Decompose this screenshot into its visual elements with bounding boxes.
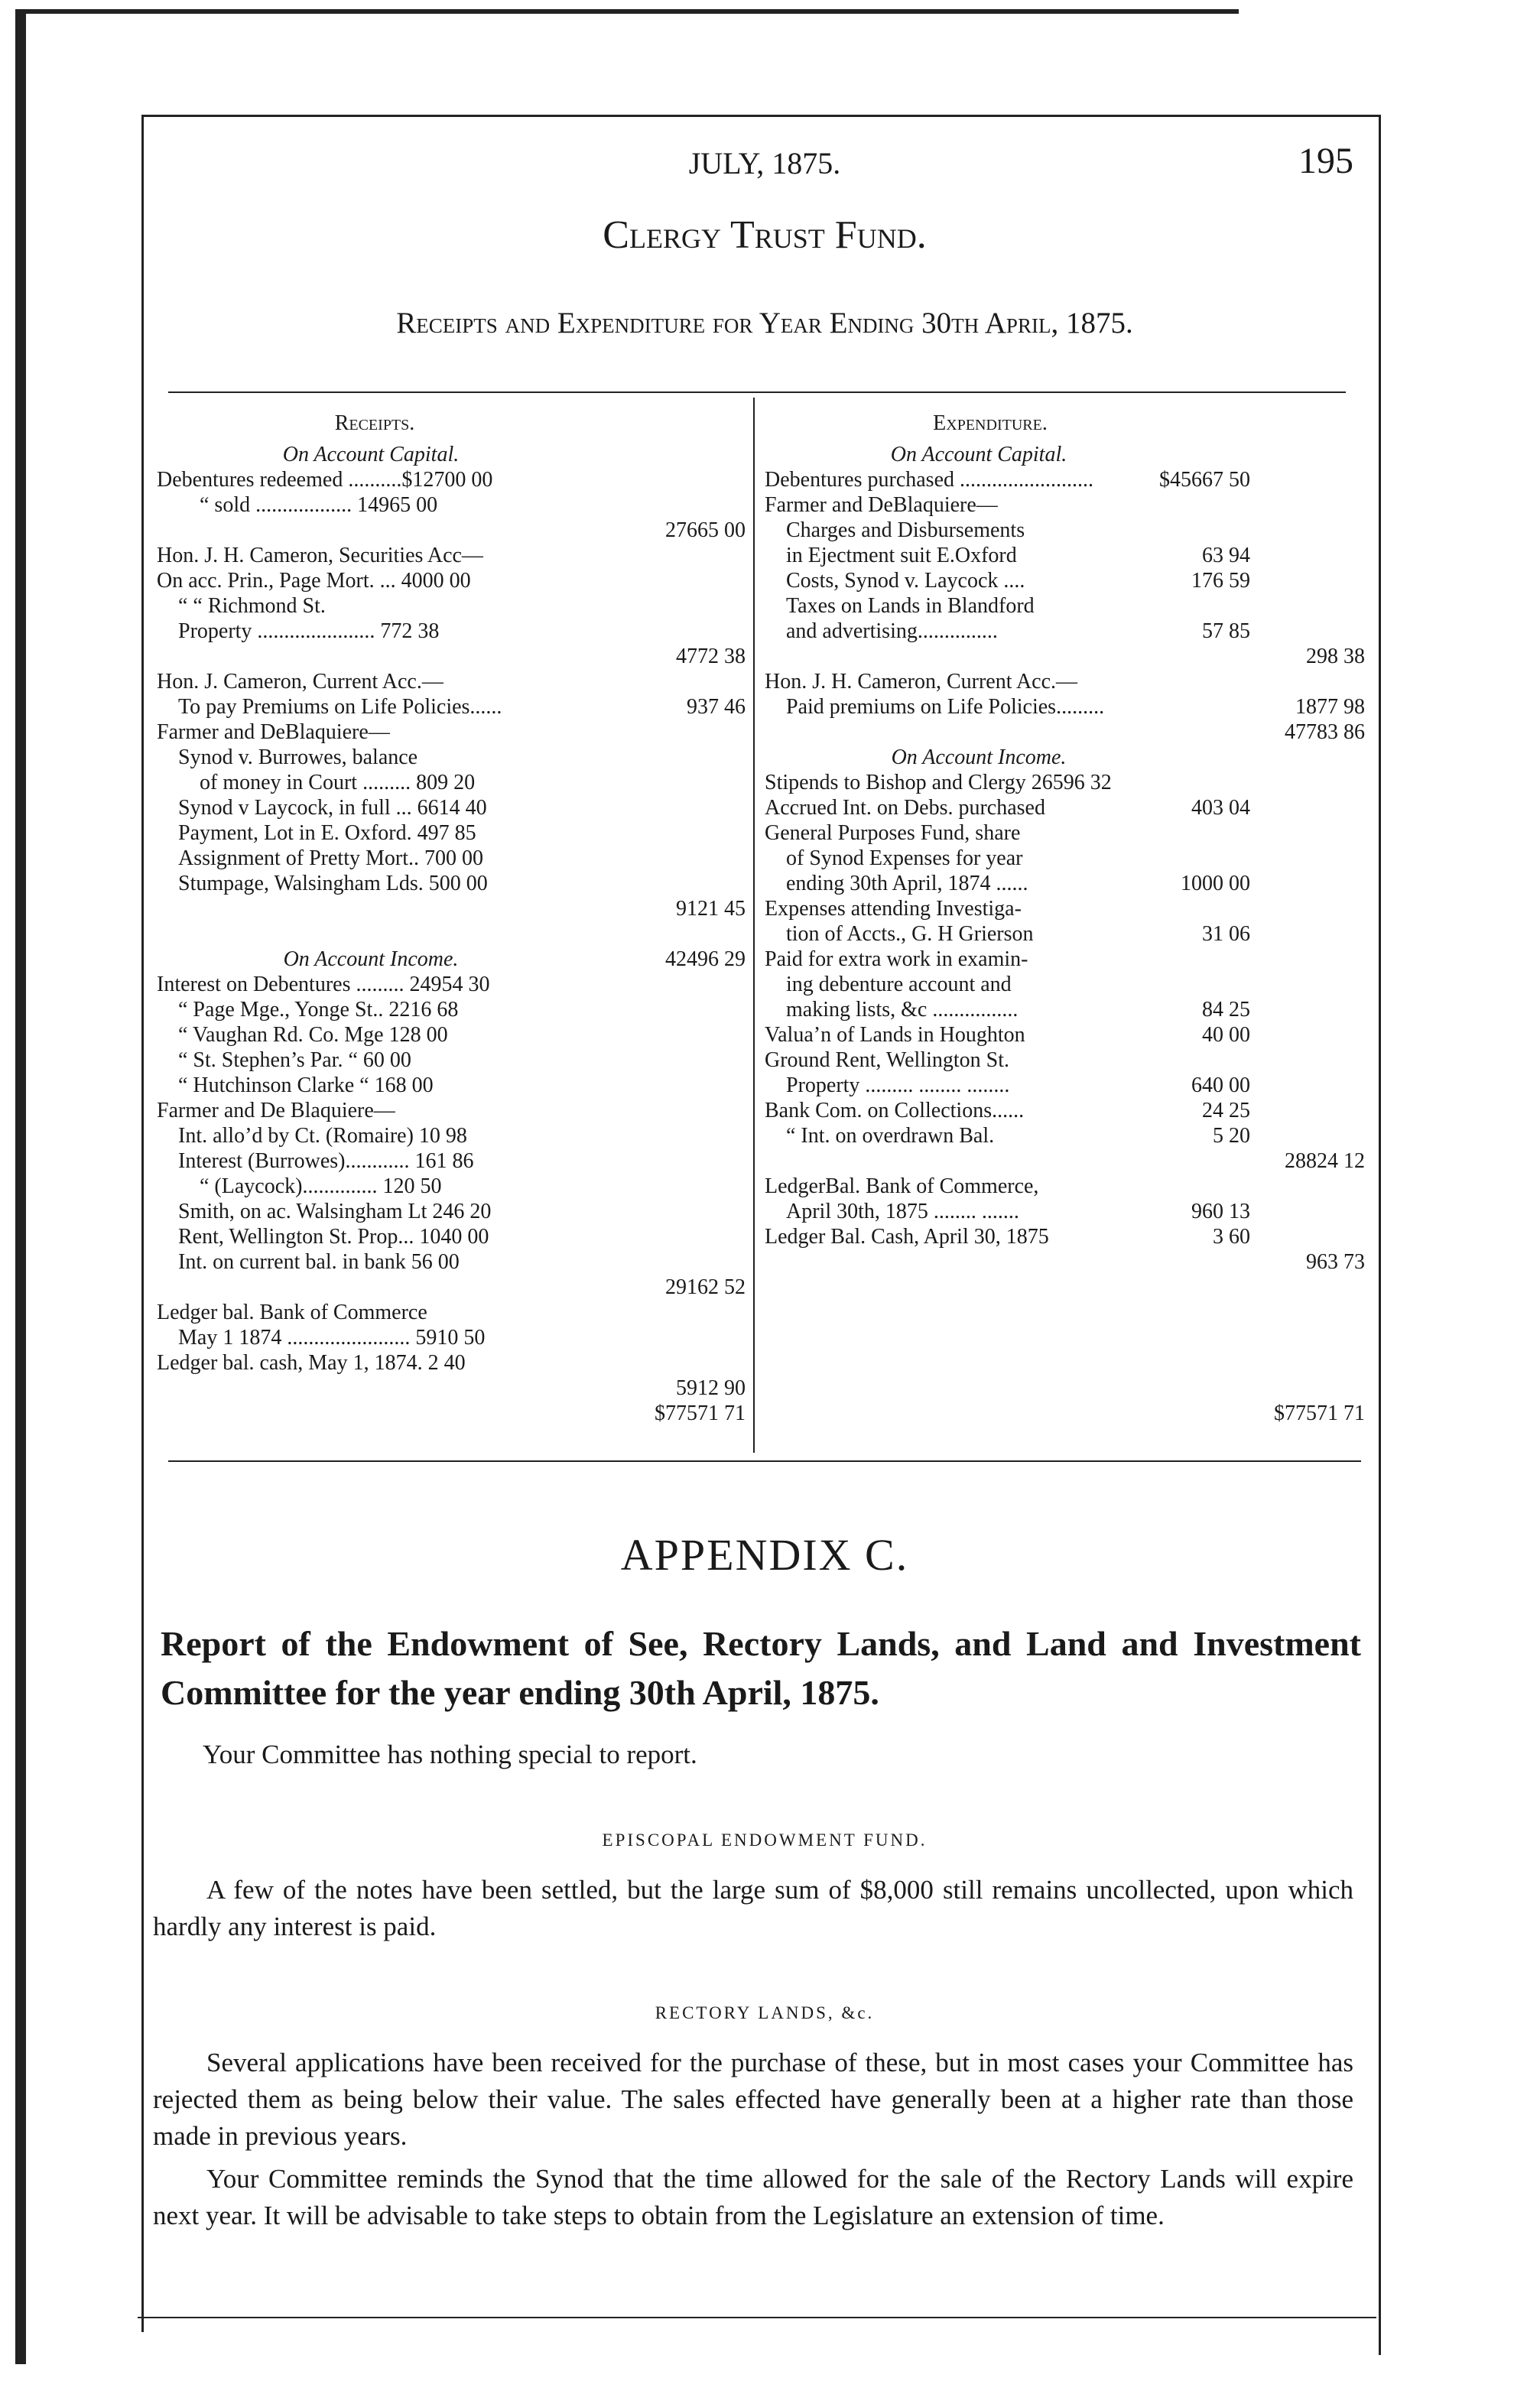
amount: 63 94 [1202, 544, 1250, 567]
ledger-item: Hon. J. Cameron, Current Acc.— [157, 670, 443, 694]
ledger-row [765, 543, 1365, 568]
amount: 31 06 [1202, 922, 1250, 946]
ledger-item: Farmer and DeBlaquiere— [157, 720, 390, 744]
ledger-row [765, 1249, 1365, 1275]
ledger-item: May 1 1874 ....................... 5910 50 [178, 1326, 486, 1350]
ledger-row [157, 518, 746, 543]
ledger-row [765, 745, 1365, 770]
ledger-row [157, 442, 746, 467]
report-intro: Your Committee has nothing special to report. [203, 1739, 697, 1769]
ledger-item: Expenses attending Investiga- [765, 897, 1022, 921]
ledger-item: “ St. Stephen’s Par. “ 60 00 [178, 1048, 411, 1072]
ledger-item: Assignment of Pretty Mort.. 700 00 [178, 846, 483, 870]
ledger-row [765, 442, 1365, 467]
ledger-row [765, 1022, 1365, 1048]
ledger-row [765, 719, 1365, 745]
amount: 84 25 [1202, 998, 1250, 1022]
amount: 24 25 [1202, 1099, 1250, 1122]
amount: $45667 50 [1159, 468, 1250, 492]
ledger-row [157, 1174, 746, 1199]
ledger-item: April 30th, 1875 ........ ....... [786, 1200, 1019, 1223]
ledger-row [157, 972, 746, 997]
ledger-item: Accrued Int. on Debs. purchased [765, 796, 1045, 820]
ledger-item: Int. allo’d by Ct. (Romaire) 10 98 [178, 1124, 467, 1148]
ledger-row [157, 997, 746, 1022]
ledger-item: Interest on Debentures ......... 24954 30 [157, 973, 490, 996]
ledger-row [157, 492, 746, 518]
amount: 176 59 [1191, 569, 1250, 593]
ledger-item: “ “ Richmond St. [178, 594, 326, 618]
ledger-subheading: On Account Capital. [282, 443, 460, 466]
ledger-row [157, 1148, 746, 1174]
ledger-row [765, 1325, 1365, 1350]
ledger-row [765, 947, 1365, 972]
ledger-row [765, 1148, 1365, 1174]
ledger-row [765, 820, 1365, 846]
ledger-row [157, 1048, 746, 1073]
receipts-heading: Receipts. [334, 411, 415, 435]
ledger-top-rule [168, 391, 1346, 393]
ledger-item: Ground Rent, Wellington St. [765, 1048, 1010, 1072]
ledger-row [157, 1401, 746, 1426]
ledger-item: Smith, on ac. Walsingham Lt 246 20 [178, 1200, 492, 1223]
ledger-subheading: On Account Income. [891, 745, 1067, 769]
ledger-subtitle: Receipts and Expenditure for Year Ending 30th April, 1875. [396, 307, 1133, 339]
amount: 5 20 [1213, 1124, 1250, 1148]
ledger-item: ending 30th April, 1874 ...... [786, 872, 1028, 895]
amount: 4772 38 [676, 645, 746, 668]
ledger-item: Hon. J. H. Cameron, Securities Acc— [157, 544, 483, 567]
ledger-item: Taxes on Lands in Blandford [786, 594, 1035, 618]
amount: 40 00 [1202, 1023, 1250, 1047]
ledger-item: Costs, Synod v. Laycock .... [786, 569, 1025, 593]
ledger-row [765, 1174, 1365, 1199]
ledger-row [765, 1123, 1365, 1148]
ledger-row [765, 1350, 1365, 1376]
ledger-row [157, 1376, 746, 1401]
ledger-item: of Synod Expenses for year [786, 846, 1023, 870]
ledger-item: Bank Com. on Collections...... [765, 1099, 1025, 1122]
section-rectory-text [153, 2045, 1353, 2234]
ledger-row [157, 896, 746, 921]
ledger-row [157, 846, 746, 871]
ledger-row [157, 1224, 746, 1249]
ledger-item: “ sold .................. 14965 00 [200, 493, 438, 517]
ledger-item: Charges and Disbursements [786, 518, 1025, 542]
ledger-item: Stumpage, Walsingham Lds. 500 00 [178, 872, 488, 895]
ledger-row [157, 619, 746, 644]
page-frame-right [1379, 115, 1381, 2355]
ledger-subheading: On Account Income. [283, 947, 459, 971]
ledger-item: Hon. J. H. Cameron, Current Acc.— [765, 670, 1078, 694]
ledger-item: Farmer and De Blaquiere— [157, 1099, 395, 1122]
ledger-item: Ledger bal. Bank of Commerce [157, 1301, 427, 1324]
ledger-item: Debentures redeemed ..........$12700 00 [157, 468, 493, 492]
ledger-row [157, 694, 746, 719]
ledger-item: making lists, &c ................ [786, 998, 1019, 1022]
top-scan-edge [15, 9, 1239, 14]
ledger-row [765, 896, 1365, 921]
page-frame-left [141, 115, 144, 2332]
amount-total: 28824 12 [1285, 1149, 1365, 1173]
ledger-row [765, 871, 1365, 896]
amount: 1000 00 [1181, 872, 1250, 895]
ledger-row [157, 543, 746, 568]
amount-total: 1877 98 [1295, 695, 1365, 719]
ledger-item: Payment, Lot in E. Oxford. 497 85 [178, 821, 476, 845]
ledger-row [157, 467, 746, 492]
amount: 3 60 [1213, 1225, 1250, 1249]
amount-total: $77571 71 [1274, 1402, 1365, 1425]
ledger-row [765, 770, 1365, 795]
amount: 640 00 [1191, 1074, 1250, 1097]
ledger-row [765, 669, 1365, 694]
ledger-row [157, 745, 746, 770]
expenditure-heading: Expenditure. [933, 411, 1048, 435]
ledger-item: tion of Accts., G. H Grierson [786, 922, 1034, 946]
ledger-row [157, 719, 746, 745]
ledger-row [765, 694, 1365, 719]
paragraph: A few of the notes have been settled, but the large sum of $8,000 still remains uncollected, upon which hardly any interest is paid. [153, 1875, 1353, 1941]
ledger-row [765, 1048, 1365, 1073]
ledger-row [157, 871, 746, 896]
ledger-item: Property ......... ........ ........ [786, 1074, 1010, 1097]
ledger-row [765, 1275, 1365, 1300]
amount: 960 13 [1191, 1200, 1250, 1223]
ledger-row [765, 1098, 1365, 1123]
amount: 42496 29 [665, 947, 746, 971]
ledger-item: On acc. Prin., Page Mort. ... 4000 00 [157, 569, 471, 593]
ledger-row [157, 820, 746, 846]
ledger-item: “ Vaughan Rd. Co. Mge 128 00 [178, 1023, 448, 1047]
ledger-row [765, 593, 1365, 619]
ledger-row [765, 1300, 1365, 1325]
ledger-row [765, 795, 1365, 820]
ledger-row [157, 1199, 746, 1224]
section-episcopal-text [153, 1872, 1353, 1945]
ledger-item: “ Hutchinson Clarke “ 168 00 [178, 1074, 434, 1097]
amount: 937 46 [687, 695, 746, 719]
ledger-row [765, 1401, 1365, 1426]
ledger-item: “ (Laycock).............. 120 50 [200, 1174, 442, 1198]
ledger-row [157, 795, 746, 820]
ledger-item: To pay Premiums on Life Policies...... [178, 695, 502, 719]
section-heading-episcopal: EPISCOPAL ENDOWMENT FUND. [602, 1830, 928, 1850]
ledger-item: General Purposes Fund, share [765, 821, 1021, 845]
ledger-row [765, 568, 1365, 593]
page-bottom-rule [138, 2317, 1376, 2318]
ledger-item: Debentures purchased ......................... [765, 468, 1094, 492]
ledger-item: “ Int. on overdrawn Bal. [786, 1124, 995, 1148]
ledger-row [157, 669, 746, 694]
amount-total: 963 73 [1306, 1250, 1365, 1274]
amount-total: 298 38 [1306, 645, 1365, 668]
amount: 27665 00 [665, 518, 746, 542]
paragraph: Several applications have been received for the purchase of these, but in most cases your Committee has rejected them as being below their value. The sales effected have generally been at a higher rate than those made in previous years. [153, 2048, 1353, 2151]
ledger-row [765, 644, 1365, 669]
ledger-item: Interest (Burrowes)............ 161 86 [178, 1149, 474, 1173]
page-number: 195 [1298, 141, 1353, 181]
amount-total: 47783 86 [1285, 720, 1365, 744]
left-scan-edge [15, 9, 26, 2364]
ledger-item: Int. on current bal. in bank 56 00 [178, 1250, 460, 1274]
section-heading-rectory: RECTORY LANDS, &c. [655, 2003, 875, 2022]
ledger-item: ing debenture account and [786, 973, 1012, 996]
ledger-item: Paid premiums on Life Policies......... [786, 695, 1105, 719]
ledger-item: Stipends to Bishop and Clergy 26596 32 [765, 771, 1112, 794]
ledger-row [765, 619, 1365, 644]
amount: 403 04 [1191, 796, 1250, 820]
receipts-table [157, 442, 746, 1426]
ledger-row [157, 1249, 746, 1275]
ledger-row [765, 1073, 1365, 1098]
ledger-row [765, 997, 1365, 1022]
ledger-item: LedgerBal. Bank of Commerce, [765, 1174, 1039, 1198]
paragraph: Your Committee reminds the Synod that the time allowed for the sale of the Rectory Lands will expire next year. It will be advisable to take steps to obtain from the Legislature an extension of time. [153, 2164, 1353, 2230]
ledger-row [157, 947, 746, 972]
report-title: Report of the Endowment of See, Rectory Lands, and Land and Investment Committee for the year ending 30th April, 1875. [161, 1624, 1361, 1712]
ledger-item: Synod v Laycock, in full ... 6614 40 [178, 796, 487, 820]
ledger-item: “ Page Mge., Yonge St.. 2216 68 [178, 998, 459, 1022]
ledger-row [765, 921, 1365, 947]
ledger-item: Valua’n of Lands in Houghton [765, 1023, 1025, 1047]
ledger-row [157, 1275, 746, 1300]
ledger-row [157, 1350, 746, 1376]
amount: 29162 52 [665, 1275, 746, 1299]
ledger-item: of money in Court ......... 809 20 [200, 771, 476, 794]
ledger-item: Ledger Bal. Cash, April 30, 1875 [765, 1225, 1049, 1249]
ledger-row [157, 644, 746, 669]
ledger-bottom-rule [168, 1460, 1361, 1462]
ledger-row [157, 1073, 746, 1098]
amount: 57 85 [1202, 619, 1250, 643]
ledger-subheading: On Account Capital. [890, 443, 1067, 466]
ledger-row [157, 921, 746, 947]
amount: 5912 90 [676, 1376, 746, 1400]
ledger-row [765, 1199, 1365, 1224]
ledger-item: Paid for extra work in examin- [765, 947, 1028, 971]
ledger-item: Property ...................... 772 38 [178, 619, 440, 643]
ledger-item: Ledger bal. cash, May 1, 1874. 2 40 [157, 1351, 466, 1375]
ledger-row [157, 1123, 746, 1148]
ledger-row [765, 972, 1365, 997]
ledger-row [765, 492, 1365, 518]
ledger-item: Farmer and DeBlaquiere— [765, 493, 998, 517]
ledger-row [765, 1376, 1365, 1401]
ledger-row [157, 1325, 746, 1350]
ledger-item: in Ejectment suit E.Oxford [786, 544, 1017, 567]
appendix-title: APPENDIX C. [620, 1530, 909, 1580]
ledger-row [157, 568, 746, 593]
ledger-item: Rent, Wellington St. Prop... 1040 00 [178, 1225, 489, 1249]
ledger-row [765, 518, 1365, 543]
running-title: JULY, 1875. [688, 146, 841, 180]
ledger-row [157, 1022, 746, 1048]
ledger-row [157, 1300, 746, 1325]
amount: 9121 45 [676, 897, 746, 921]
ledger-row [765, 467, 1365, 492]
ledger-row [157, 593, 746, 619]
ledger-center-rule [753, 398, 755, 1453]
ledger-item: and advertising............... [786, 619, 998, 643]
amount: $77571 71 [655, 1402, 746, 1425]
fund-title: Clergy Trust Fund. [603, 213, 927, 257]
ledger-row [157, 1098, 746, 1123]
ledger-row [157, 770, 746, 795]
ledger-row [765, 846, 1365, 871]
expenditure-table [765, 442, 1365, 1426]
page-frame-top [141, 115, 1380, 117]
ledger-row [765, 1224, 1365, 1249]
ledger-item: Synod v. Burrowes, balance [178, 745, 418, 769]
